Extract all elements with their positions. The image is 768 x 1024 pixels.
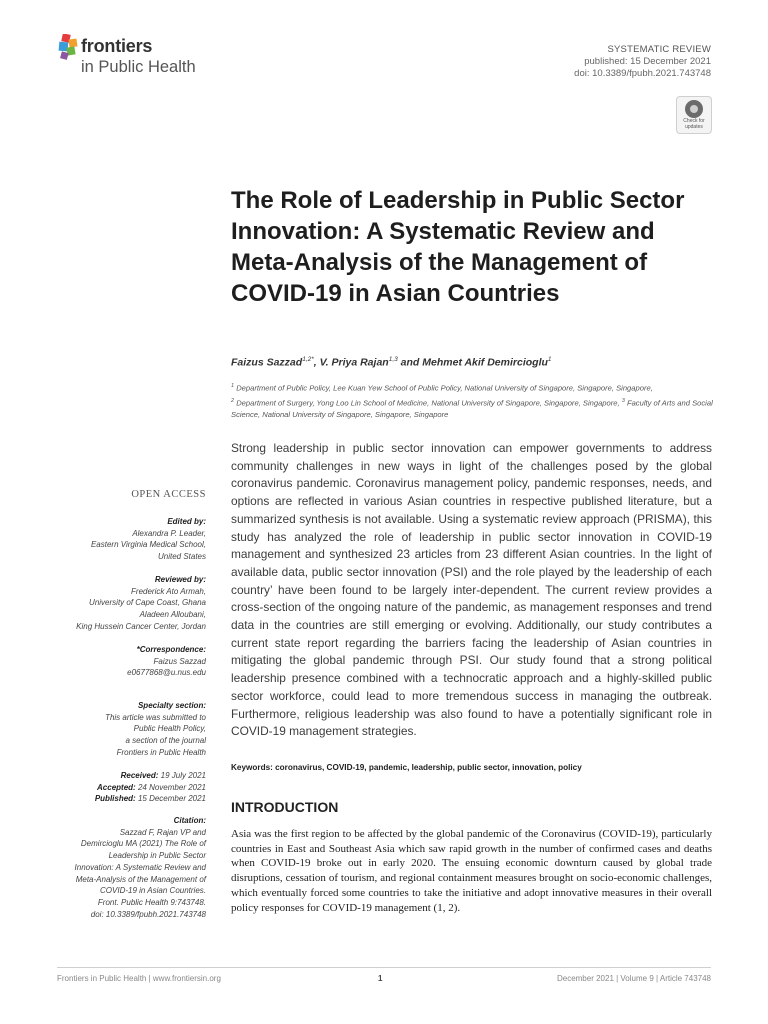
specialty-label: Specialty section: <box>137 701 206 710</box>
specialty-line: a section of the journal <box>125 736 206 746</box>
open-access-label: OPEN ACCESS <box>131 489 206 500</box>
edited-by-block <box>36 516 206 563</box>
author-list <box>231 356 711 369</box>
specialty-line: Public Health Policy, <box>133 724 206 734</box>
check-updates-icon <box>685 100 703 118</box>
badge-line2: updates <box>685 123 703 130</box>
author-separator: , <box>313 356 320 369</box>
citation-line: Innovation: A Systematic Review and <box>74 862 206 872</box>
reviewed-by-block <box>36 574 206 633</box>
specialty-section-block <box>36 700 206 759</box>
affiliation-1: Department of Public Policy, Lee Kuan Yew School of Public Policy, National University of Singapore, Singapore, Singapore, <box>236 383 653 393</box>
reviewer-line[interactable]: Aladeen Alloubani, <box>139 610 206 620</box>
author-affil-sup: 1 <box>547 356 552 363</box>
author-name[interactable]: V. Priya Rajan <box>319 356 389 369</box>
footer-journal-link[interactable]: Frontiers in Public Health | www.frontiersin.org <box>57 974 221 983</box>
citation-line: COVID-19 in Asian Countries. <box>100 886 206 896</box>
correspondence-email[interactable]: e0677868@u.nus.edu <box>127 668 206 678</box>
author-name[interactable]: Faizus Sazzad <box>231 356 303 369</box>
page-number: 1 <box>378 974 383 983</box>
citation-doi[interactable]: doi: 10.3389/fpubh.2021.743748 <box>90 909 206 919</box>
accepted-label: Accepted: <box>97 782 136 792</box>
correspondence-label: *Correspondence: <box>136 645 206 654</box>
correspondence-block <box>36 644 206 679</box>
article-title: The Role of Leadership in Public Sector Innovation: A Systematic Review and Meta-Analysis of the Management of COVID-19 in Asian Countries <box>231 187 685 307</box>
citation-line: Demircioglu MA (2021) The Role of <box>80 839 206 849</box>
editor-line[interactable]: Alexandra P. Leader, <box>132 528 206 538</box>
author-separator: and <box>397 356 423 369</box>
article-type: SYSTEMATIC REVIEW <box>607 44 711 55</box>
editor-line: United States <box>157 552 206 562</box>
affil-sup: 1 <box>231 383 235 389</box>
footer-divider <box>57 967 711 968</box>
dates-block <box>36 770 206 805</box>
published-date-side: 15 December 2021 <box>137 794 206 804</box>
reviewer-line[interactable]: Frederick Ato Armah, <box>131 586 206 596</box>
check-for-updates-badge[interactable] <box>676 96 712 134</box>
abstract: Strong leadership in public sector innovation can empower governments to address community challenges in new ways in light of the challenges posed by the global coronavirus pandemic. Coronavirus management policy, pandemic responses, needs, and options are reflected in various Asian countries in respective published literature, but a summarized synthesis is not available. Using a systematic review approach (PRISMA), this study has analyzed the role of leadership in public sector innovation in COVID-19 management and synthesized 23 articles from 23 different Asian countries. In the light of available data, public sector innovation (PSI) and the role played by the leadership of each country’ have been found to be largely inter-dependent. The current review provides a cross-section of the ongoing nature of the pandemic, as management responses and trend data in the countries are still emerging or evolving. Additionally, our study contributes a current state report regarding the barriers facing the leadership of Asian countries in mitigating the global pandemic through PSI. Our study found that a strong political leadership presence combined with a technocratic approach and a highly-skilled public sector workforce, could lead to more tremendous success in managing the outbreak. Furthermore, religious leadership was also found to have a potentially significant role in COVID-19 management strategies. <box>231 441 712 739</box>
article-meta <box>574 44 711 80</box>
correspondence-name: Faizus Sazzad <box>153 656 206 666</box>
journal-logo[interactable] <box>58 32 228 82</box>
editor-line: Eastern Virginia Medical School, <box>90 540 206 550</box>
author-name[interactable]: Mehmet Akif Demircioglu <box>422 356 548 369</box>
citation-line: Sazzad F, Rajan VP and <box>119 827 206 837</box>
badge-line1: Check for <box>683 118 705 124</box>
reviewer-line: University of Cape Coast, Ghana <box>89 598 206 608</box>
footer-issue-info: December 2021 | Volume 9 | Article 743748 <box>556 974 711 983</box>
citation-line: Meta-Analysis of the Management of <box>75 874 206 884</box>
affil-sup: 2 <box>231 397 235 404</box>
affiliation-2: Department of Surgery, Yong Loo Lin School of Medicine, National University of Singapore, Singapore, Singapore, <box>236 398 620 408</box>
citation-label: Citation: <box>173 816 206 825</box>
affiliation-3: Faculty of Arts and Social Science, National University of Singapore, Singapore, Singapore <box>231 398 713 420</box>
journal-subname: in Public Health <box>81 58 196 76</box>
specialty-line: Frontiers in Public Health <box>116 747 206 757</box>
reviewed-by-label: Reviewed by: <box>154 575 206 584</box>
affil-sup: 3 <box>621 397 625 404</box>
affiliations <box>231 380 713 421</box>
citation-line: Leadership in Public Sector <box>108 851 206 861</box>
keywords: Keywords: coronavirus, COVID-19, pandemic, leadership, public sector, innovation, policy <box>231 763 582 772</box>
received-date: 19 July 2021 <box>160 771 206 780</box>
journal-name: frontiers <box>81 36 153 56</box>
introduction-heading: INTRODUCTION <box>231 799 339 815</box>
author-affil-sup: 1,3 <box>388 356 398 363</box>
introduction-text: Asia was the first region to be affected by the global pandemic of the Coronavirus (COVID-19), particularly countries in East and Southeast Asia which saw rapid growth in the number of confirmed cases and deaths when COVID-19 broke out in early 2020. The ensuing economic downturn caused by global trade disruptions, cessation of tourism, and regional containment measures brought on socio-economic challenges, which eventually forced some countries to take the initiative and adopt innovative measures in their overall policy responses for COVID-19 management (1, 2). <box>231 828 712 914</box>
reviewer-line: King Hussein Cancer Center, Jordan <box>76 621 206 631</box>
specialty-line: This article was submitted to <box>105 712 206 722</box>
article-doi[interactable]: doi: 10.3389/fpubh.2021.743748 <box>574 68 711 79</box>
accepted-date: 24 November 2021 <box>137 782 206 792</box>
frontiers-logo-icon <box>58 34 80 60</box>
citation-block <box>36 815 206 920</box>
edited-by-label: Edited by: <box>167 517 206 526</box>
citation-line: Front. Public Health 9:743748. <box>97 897 206 907</box>
author-affil-sup: 1,2* <box>302 356 314 363</box>
published-label: Published: <box>94 794 136 804</box>
published-date: published: 15 December 2021 <box>584 56 711 67</box>
received-label: Received: <box>120 771 159 780</box>
